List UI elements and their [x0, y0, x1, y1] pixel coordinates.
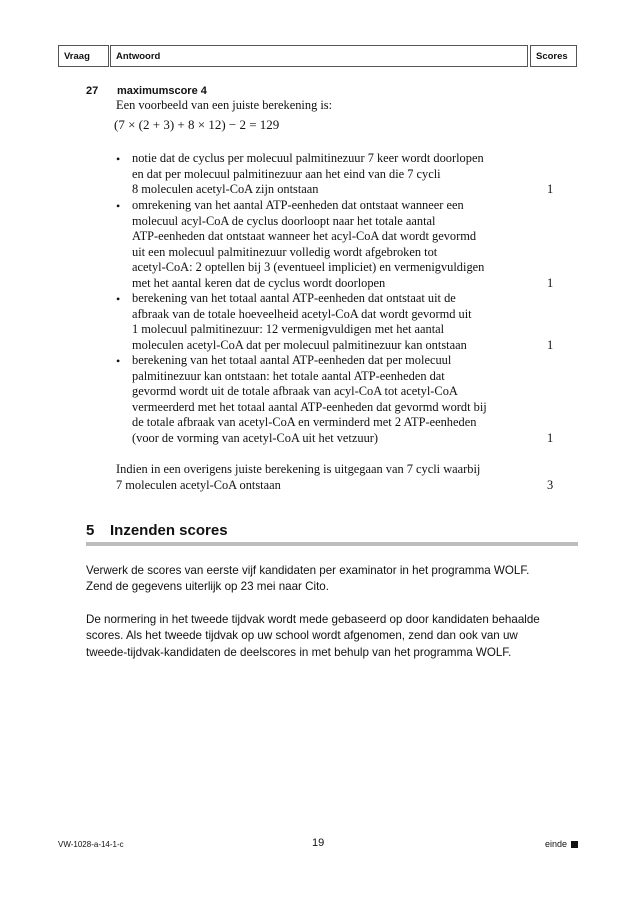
bullet-text	[132, 198, 532, 292]
bullet-text	[132, 291, 532, 353]
section-divider	[86, 542, 578, 546]
note-line: Indien in een overigens juiste berekening is uitgegaan van 7 cycli waarbij	[116, 462, 481, 476]
bullet-dot: •	[116, 292, 121, 306]
footer-end-label: einde	[545, 839, 568, 849]
paragraph-line: Verwerk de scores van eerste vijf kandidaten per examinator in het programma WOLF.	[86, 564, 530, 577]
note-line: 7 moleculen acetyl-CoA ontstaan	[116, 477, 281, 492]
bullet-line: berekening van het totaal aantal ATP-eenheden dat per molecuul	[132, 353, 452, 367]
bullet-line: vermeerderd met het totaal aantal ATP-eenheden dat gevormd wordt bij	[132, 399, 487, 414]
bullet-line: en dat per molecuul palmitinezuur aan het eind van die 7 cycli	[132, 166, 441, 181]
footer-code: VW-1028-a-14-1-c	[58, 840, 124, 849]
bullet-score: 1	[547, 276, 554, 290]
bullet-line: 8 moleculen acetyl-CoA zijn ontstaan	[132, 182, 319, 197]
bullet-line: omrekening van het aantal ATP-eenheden dat ontstaat wanneer een	[132, 198, 464, 212]
bullet-line: molecuul acyl-CoA de cyclus doorloopt naar het totale aantal	[132, 213, 436, 228]
bullet-line: de totale afbraak van acetyl-CoA en verminderd met 2 ATP-eenheden	[132, 415, 477, 430]
paragraph-line: De normering in het tweede tijdvak wordt mede gebaseerd op door kandidaten behaalde	[86, 613, 540, 626]
header-vraag	[58, 45, 109, 67]
bullet-line: ATP-eenheden dat ontstaat wanneer het acyl-CoA dat wordt gevormd	[132, 229, 477, 244]
paragraph-line: Zend de gegevens uiterlijk op 23 mei naar Cito.	[86, 580, 329, 594]
answer-formula: (7 × (2 + 3) + 8 × 12) − 2 = 129	[114, 117, 280, 132]
bullet-score: 1	[547, 182, 554, 196]
section-title: Inzenden scores	[110, 522, 228, 539]
bullet-score: 1	[547, 338, 554, 352]
page-number: 19	[312, 837, 325, 849]
bullet-dot: •	[116, 354, 121, 368]
bullet-line: notie dat de cyclus per molecuul palmitinezuur 7 keer wordt doorlopen	[132, 151, 484, 165]
exception-note	[116, 462, 536, 493]
bullet-line: met het aantal keren dat de cyclus wordt doorlopen	[132, 275, 386, 290]
note-score: 3	[547, 478, 554, 492]
bullet-line: moleculen acetyl-CoA dat per molecuul palmitinezuur kan ontstaan	[132, 337, 467, 352]
header-scores-label: Scores	[536, 50, 568, 62]
bullet-line: palmitinezuur kan ontstaan: het totale aantal ATP-eenheden dat	[132, 368, 445, 383]
bullet-score: 1	[547, 431, 554, 445]
answer-intro: Een voorbeeld van een juiste berekening is:	[116, 98, 333, 112]
max-score-label: maximumscore 4	[117, 85, 207, 97]
bullet-text	[132, 353, 532, 447]
bullet-text	[132, 151, 532, 198]
bullet-line: gevormd wordt uit de totale afbraak van acyl-CoA tot acetyl-CoA	[132, 384, 458, 399]
bullet-line: berekening van het totaal aantal ATP-eenheden dat ontstaat uit de	[132, 291, 456, 305]
header-scores	[530, 45, 577, 67]
bullet-line: acetyl-CoA: 2 optellen bij 3 (eventueel impliciet) en vermenigvuldigen	[132, 260, 485, 275]
paragraph-1	[86, 563, 581, 596]
paragraph-line: scores. Als het tweede tijdvak op uw school wordt afgenomen, zend dan ook van uw	[86, 629, 518, 643]
header-antwoord-label: Antwoord	[116, 50, 161, 62]
footer-end	[545, 839, 578, 849]
bullet-line: 1 molecuul palmitinezuur: 12 vermenigvuldigen met het aantal	[132, 322, 445, 337]
header-antwoord	[110, 45, 528, 67]
question-number: 27	[86, 85, 99, 97]
section-number: 5	[86, 522, 95, 539]
header-vraag-label: Vraag	[64, 50, 90, 62]
bullet-line: uit een molecuul palmitinezuur volledig wordt afgebroken tot	[132, 244, 438, 259]
bullet-dot: •	[116, 199, 121, 213]
paragraph-2	[86, 612, 581, 661]
bullet-line: (voor de vorming van acetyl-CoA uit het vetzuur)	[132, 430, 379, 445]
end-square-icon	[571, 841, 578, 848]
paragraph-line: tweede-tijdvak-kandidaten de deelscores in met behulp van het programma WOLF.	[86, 645, 512, 659]
bullet-line: afbraak van de totale hoeveelheid acetyl-CoA dat wordt gevormd uit	[132, 306, 472, 321]
bullet-dot: •	[116, 152, 121, 166]
